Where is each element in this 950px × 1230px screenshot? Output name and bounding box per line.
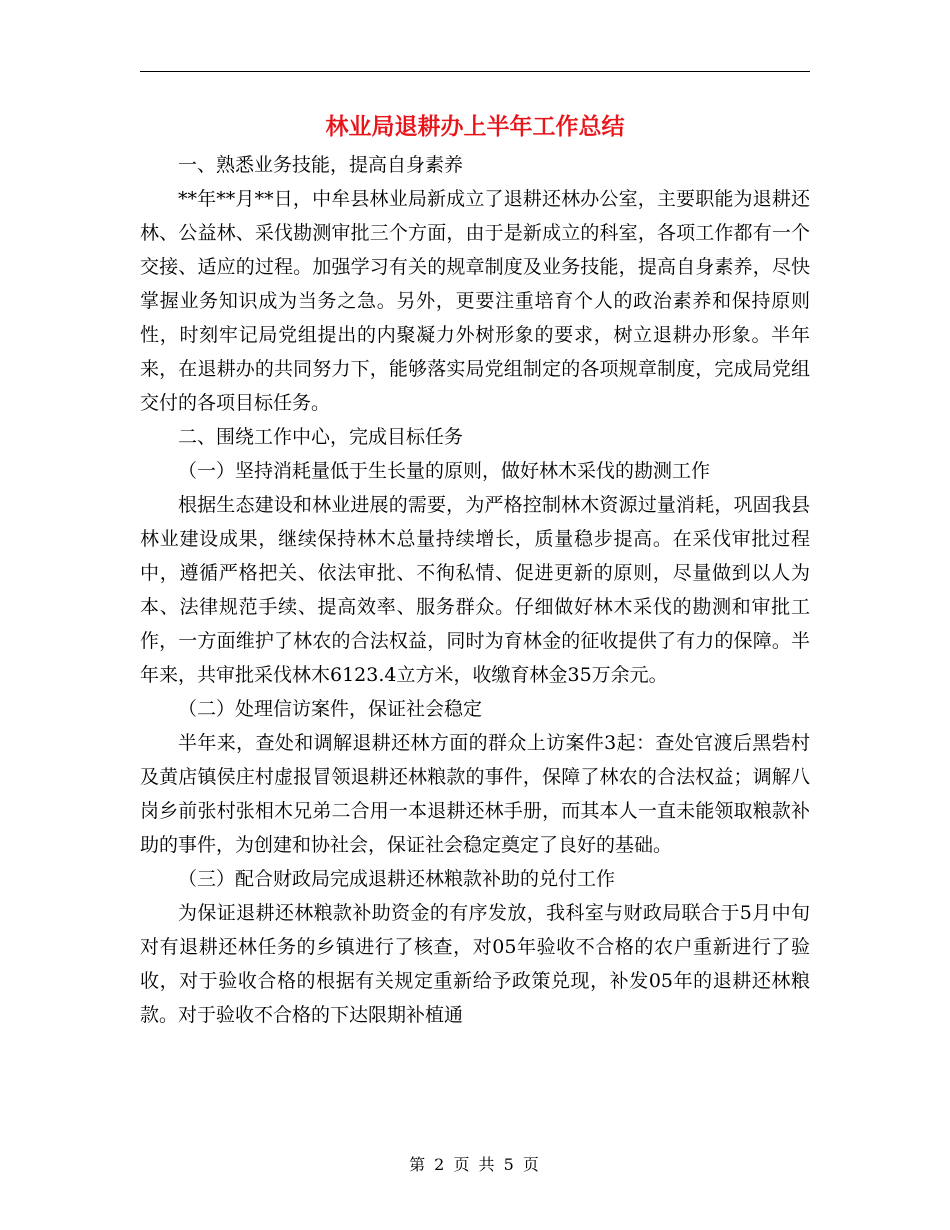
body-paragraph: 为保证退耕还林粮款补助资金的有序发放，我科室与财政局联合于5月中旬对有退耕还林任务的乡镇进行了核查，对05年验收不合格的农户重新进行了验收，对于验收合格的根据有关规定重新给予政策兑现，补发05年的退耕还林粮款。对于验收不合格的下达限期补植通	[140, 902, 810, 1026]
subsection-heading-2: （二）处理信访案件，保证社会稳定	[178, 698, 483, 720]
document-body	[140, 148, 810, 1032]
header-rule	[140, 71, 810, 72]
document-title: 林业局退耕办上半年工作总结	[325, 114, 625, 140]
body-paragraph: **年**月**日，中牟县林业局新成立了退耕还林办公室，主要职能为退耕还林、公益林、采伐勘测审批三个方面，由于是新成立的科室，各项工作都有一个交接、适应的过程。加强学习有关的规章制度及业务技能，提高自身素养，尽快掌握业务知识成为当务之急。另外，更要注重培育个人的政治素养和保持原则性，时刻牢记局党组提出的内聚凝力外树形象的要求，树立退耕办形象。半年来，在退耕办的共同努力下，能够落实局党组制定的各项规章制度，完成局党组交付的各项目标任务。	[140, 188, 810, 414]
section-heading-1: 一、熟悉业务技能，提高自身素养	[178, 154, 464, 176]
subsection-heading-1: （一）坚持消耗量低于生长量的原则，做好林木采伐的勘测工作	[178, 460, 711, 482]
body-paragraph: 半年来，查处和调解退耕还林方面的群众上访案件3起：查处官渡后黑砦村及黄店镇侯庄村虚报冒领退耕还林粮款的事件，保障了林农的合法权益；调解八岗乡前张村张相木兄弟二合用一本退耕还林手册，而其本人一直未能领取粮款补助的事件，为创建和协社会，保证社会稳定奠定了良好的基础。	[140, 732, 810, 856]
page-number-footer: 第 2 页 共 5 页	[409, 1155, 541, 1174]
section-heading-2: 二、围绕工作中心，完成目标任务	[178, 426, 464, 448]
body-paragraph: 根据生态建设和林业进展的需要，为严格控制林木资源过量消耗，巩固我县林业建设成果，继续保持林木总量持续增长，质量稳步提高。在采伐审批过程中，遵循严格把关、依法审批、不徇私情、促进更新的原则，尽量做到以人为本、法律规范手续、提高效率、服务群众。仔细做好林木采伐的勘测和审批工作，一方面维护了林农的合法权益，同时为育林金的征收提供了有力的保障。半年来，共审批采伐林木6123.4立方米，收缴育林金35万余元。	[140, 494, 810, 686]
subsection-heading-3: （三）配合财政局完成退耕还林粮款补助的兑付工作	[178, 868, 616, 890]
